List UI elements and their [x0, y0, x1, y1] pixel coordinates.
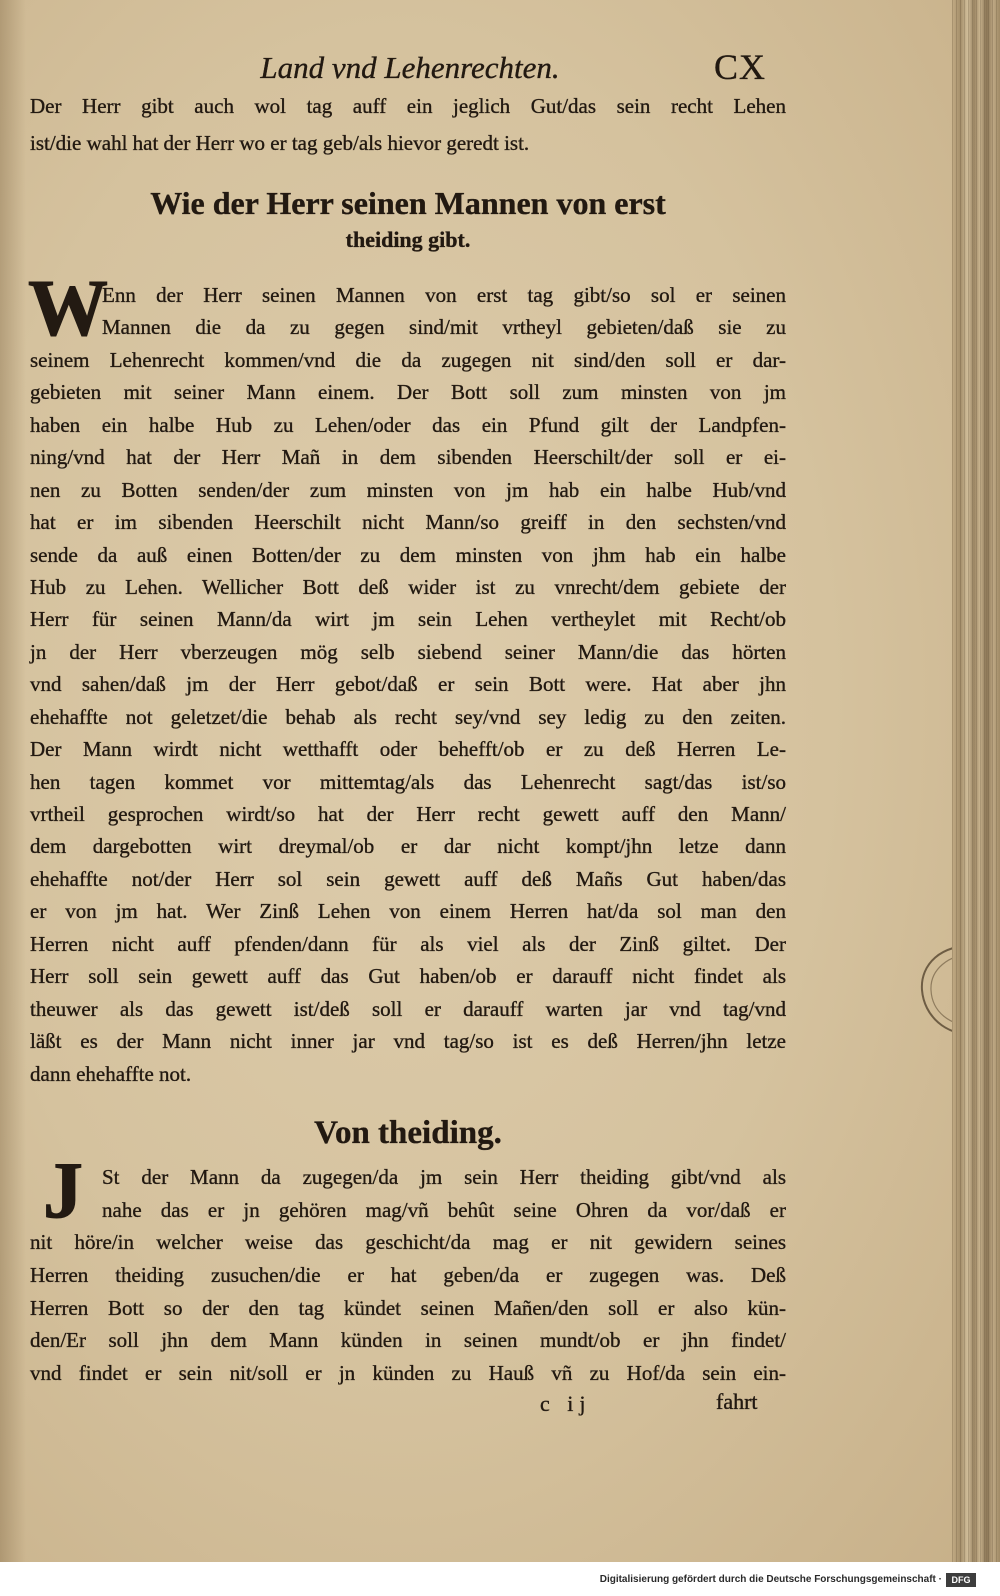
section1-paragraph [28, 265, 786, 1090]
text-line: St der Mann da zugegen/da jm sein Herr theiding gibt/vnd als [102, 1165, 786, 1189]
section-subheading: theiding gibt. [345, 227, 471, 252]
text-line: Der Herr gibt auch wol tag auff ein jeglich Gut/das sein recht Lehen [30, 94, 786, 118]
funding-note: Digitalisierung gefördert durch die Deutsche Forschungsgemeinschaft · [599, 1574, 942, 1585]
text-line: haben ein halbe Hub zu Lehen/oder das ein Pfund gilt der Landpfen- [30, 412, 786, 437]
text-line: den/Er soll jhn dem Mann künden in seinen mundt/ob er jhn findet/ [30, 1328, 786, 1353]
section-heading: Von theiding. [314, 1115, 502, 1151]
text-line: nen zu Botten senden/der zum minsten von jm hab ein halbe Hub/vnd [30, 477, 786, 502]
digitization-footer [0, 1562, 1000, 1596]
text-line: Herren nicht auff pfenden/dann für als viel als der Zinß giltet. Der [30, 931, 786, 956]
text-line: Mannen die da zu gegen sind/mit vrtheyl gebieten/daß sie zu [102, 315, 786, 340]
drop-cap: J [43, 1147, 83, 1235]
text-line: dem dargebotten wirt dreymal/ob er dar nicht kompt/jhn letze dann [30, 834, 786, 859]
text-line: sende da auß einen Botten/der zu dem minsten von jhm hab ein halbe [30, 542, 786, 567]
text-line: Hub zu Lehen. Wellicher Bott deß wider ist zu vnrecht/dem gebiete der [30, 574, 786, 599]
text-line: seinem Lehenrecht kommen/vnd die da zugegen nit sind/den soll er dar- [30, 347, 786, 372]
text-line: ehehaffte not geletzet/die behab als recht sey/vnd sey ledig zu den zeiten. [30, 704, 786, 729]
text-line: Herren Bott so der den tag kündet seinen Mañen/den soll er also kün- [30, 1295, 786, 1320]
running-head: Land vnd Lehenrechten. [260, 50, 560, 85]
book-page-edges [952, 0, 1000, 1562]
drop-cap: W [28, 265, 108, 353]
section-heading: Wie der Herr seinen Mannen von erst [150, 185, 666, 221]
folio-number: CX [714, 47, 767, 87]
section2-paragraph [30, 1147, 786, 1390]
text-line: gebieten mit seiner Mann einem. Der Bott soll zum minsten von jm [30, 380, 786, 405]
signature-mark: c ij [540, 1391, 592, 1416]
text-line: läßt es der Mann nicht inner jar vnd tag/so ist es deß Herren/jhn letze [30, 1029, 786, 1054]
text-line: hen tagen kommet vor mittemtag/als das Lehenrecht sagt/das ist/so [30, 769, 786, 794]
text-line: vrtheil gesprochen wirdt/so hat der Herr recht gewett auff den Mann/ [30, 802, 786, 826]
text-line: Herr für seinen Mann/da wirt jm sein Lehen vertheylet mit Recht/ob [30, 607, 786, 632]
text-line: ehehaffte not/der Herr sol sein gewett auff deß Mañs Gut haben/das [30, 866, 786, 891]
text-line: vnd sahen/daß jm der Herr gebot/daß er sein Bott were. Hat aber jhn [30, 672, 786, 697]
text-line: dann ehehaffte not. [30, 1061, 192, 1086]
text-line: er von jm hat. Wer Zinß Lehen von einem Herren hat/da sol man den [30, 899, 786, 924]
text-line: jn der Herr vberzeugen mög selb siebend seiner Mann/die das hörten [30, 639, 786, 664]
text-line: vnd findet er sein nit/soll er jn künden zu Hauß vñ zu Hof/da sein ein- [30, 1361, 786, 1386]
dfg-logo: DFG [946, 1573, 976, 1587]
catchword: fahrt [716, 1389, 758, 1414]
intro-paragraph [30, 88, 786, 162]
text-line: Herren theiding zusuchen/die er hat geben/da er zugegen was. Deß [30, 1263, 786, 1288]
text-line: Herr soll sein gewett auff das Gut haben/ob er darauff nicht findet als [30, 964, 786, 989]
text-line: hat er im sibenden Heerschilt nicht Mann/so greiff in den sechsten/vnd [30, 510, 786, 535]
text-line: Der Mann wirdt nicht wetthafft oder behefft/ob er zu deß Herren Le- [30, 737, 786, 762]
text-line: theuwer als das gewett ist/deß soll er darauff warten jar vnd tag/vnd [30, 996, 786, 1021]
text-line: nahe das er jn gehören mag/vñ behût seine Ohren da vor/daß er [102, 1197, 786, 1222]
text-line: ning/vnd hat der Herr Mañ in dem sibenden Heerschilt/der soll er ei- [30, 445, 786, 470]
text-line: Enn der Herr seinen Mannen von erst tag gibt/so sol er seinen [102, 283, 786, 307]
text-line: nit höre/in welcher weise das geschicht/da mag er nit gewidern seines [30, 1230, 786, 1255]
text-line: ist/die wahl hat der Herr wo er tag geb/als hievor geredt ist. [30, 131, 530, 155]
